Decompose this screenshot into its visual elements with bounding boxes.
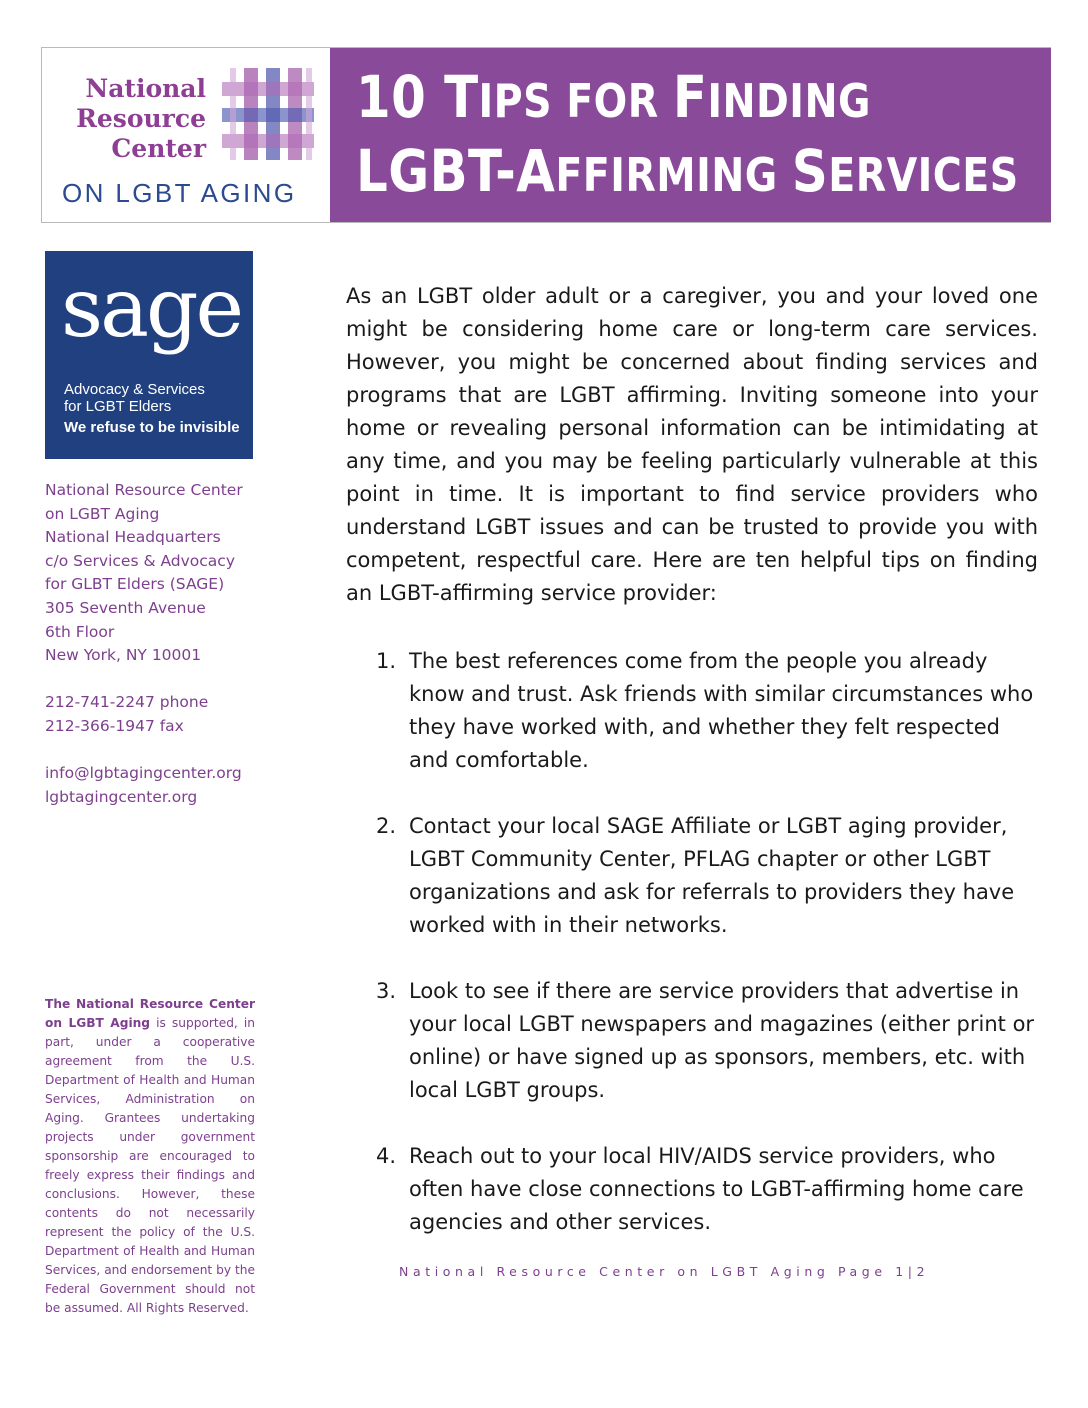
disclaimer-text: is supported, in part, under a cooperative agreement from the U.S. Department of Health and Human Services, Administration on Aging. Grantees undertaking projects under government sponsorship are encouraged to freely express their findings and conclusions. However, these contents do not necessarily represent the policy of the U.S. Department of Health and Human Services, and endorsement by the Federal Government should not be assumed. All Rights Reserved. bbox=[45, 1016, 255, 1315]
tip-number: 2. bbox=[376, 814, 397, 838]
sage-wordmark: sage bbox=[61, 261, 241, 356]
tip-text: Reach out to your local HIV/AIDS service providers, who often have close connections to LGBT-affirming home care agencies and other services. bbox=[409, 1144, 1024, 1234]
address-line: 305 Seventh Avenue bbox=[45, 598, 206, 617]
website-link[interactable]: lgbtagingcenter.org bbox=[45, 787, 198, 806]
title-line-1: 10 TIPS FOR FINDING bbox=[356, 63, 871, 131]
address-line: on LGBT Aging bbox=[45, 504, 160, 523]
page-title bbox=[356, 62, 1019, 210]
tip-number: 3. bbox=[376, 979, 397, 1003]
phone-number: 212-741-2247 phone bbox=[45, 693, 209, 712]
spacer bbox=[45, 739, 243, 763]
fax-number: 212-366-1947 fax bbox=[45, 716, 184, 735]
logo-subline: ON LGBT AGING bbox=[62, 178, 297, 208]
disclaimer-org: The National Resource Center on LGBT Aging bbox=[45, 997, 255, 1030]
sage-tagline-2: for LGBT Elders bbox=[64, 398, 172, 415]
address-line: 6th Floor bbox=[45, 622, 115, 641]
spacer bbox=[45, 668, 243, 692]
list-item bbox=[376, 645, 1041, 777]
tip-text: Contact your local SAGE Affiliate or LGBT aging provider, LGBT Community Center, PFLAG chapter or other LGBT organizations and ask for referrals to providers they have worked with in their networks. bbox=[409, 814, 1015, 937]
tip-text: The best references come from the people you already know and trust. Ask friends with similar circumstances who they have worked with, and whether they felt respected and comfortable. bbox=[409, 649, 1034, 772]
logo-wordmark bbox=[60, 74, 206, 164]
logo-line-2: Resource bbox=[76, 104, 206, 133]
page-footer: National Resource Center on LGBT Aging Page 1|2 bbox=[399, 1264, 930, 1279]
tip-text: Look to see if there are service providers that advertise in your local LGBT newspapers and magazines (either print or online) or have signed up as sponsors, members, etc. with local LGBT groups. bbox=[409, 979, 1035, 1102]
email-link[interactable]: info@lgbtagingcenter.org bbox=[45, 764, 242, 783]
address-line: New York, NY 10001 bbox=[45, 646, 202, 665]
address-line: National Headquarters bbox=[45, 528, 221, 547]
sage-slogan: We refuse to be invisible bbox=[64, 419, 240, 436]
tip-number: 1. bbox=[376, 649, 397, 673]
title-band bbox=[330, 48, 1051, 222]
contact-block bbox=[45, 479, 243, 809]
list-item bbox=[376, 975, 1041, 1107]
intro-paragraph: As an LGBT older adult or a caregiver, you and your loved one might be considering home care or long-term care services. However, you might be concerned about finding services and programs that are LGBT affirming. Inviting someone into your home or revealing personal information can be intimidating at any time, and you may be feeling particularly vulnerable at this point in time. It is important to find service providers who understand LGBT issues and can be trusted to provide you with competent, respectful care. Here are ten helpful tips on finding an LGBT-affirming service provider: bbox=[346, 284, 1038, 605]
address-line: for GLBT Elders (SAGE) bbox=[45, 575, 225, 594]
sage-tagline-1: Advocacy & Services bbox=[64, 381, 205, 398]
list-item bbox=[376, 810, 1041, 942]
sage-logo bbox=[45, 251, 253, 459]
address-line: c/o Services & Advocacy bbox=[45, 551, 235, 570]
title-line-2: LGBT-AFFIRMING SERVICES bbox=[356, 137, 1019, 205]
tips-list bbox=[376, 645, 1041, 1272]
tip-number: 4. bbox=[376, 1144, 397, 1168]
list-item bbox=[376, 1140, 1041, 1239]
funding-disclaimer bbox=[45, 995, 255, 1318]
address-line: National Resource Center bbox=[45, 481, 243, 499]
header-banner bbox=[41, 47, 1051, 223]
nrc-logo bbox=[42, 48, 330, 222]
logo-line-3: Center bbox=[111, 134, 206, 163]
plaid-logo-icon bbox=[222, 68, 314, 160]
logo-line-1: National bbox=[85, 74, 206, 103]
